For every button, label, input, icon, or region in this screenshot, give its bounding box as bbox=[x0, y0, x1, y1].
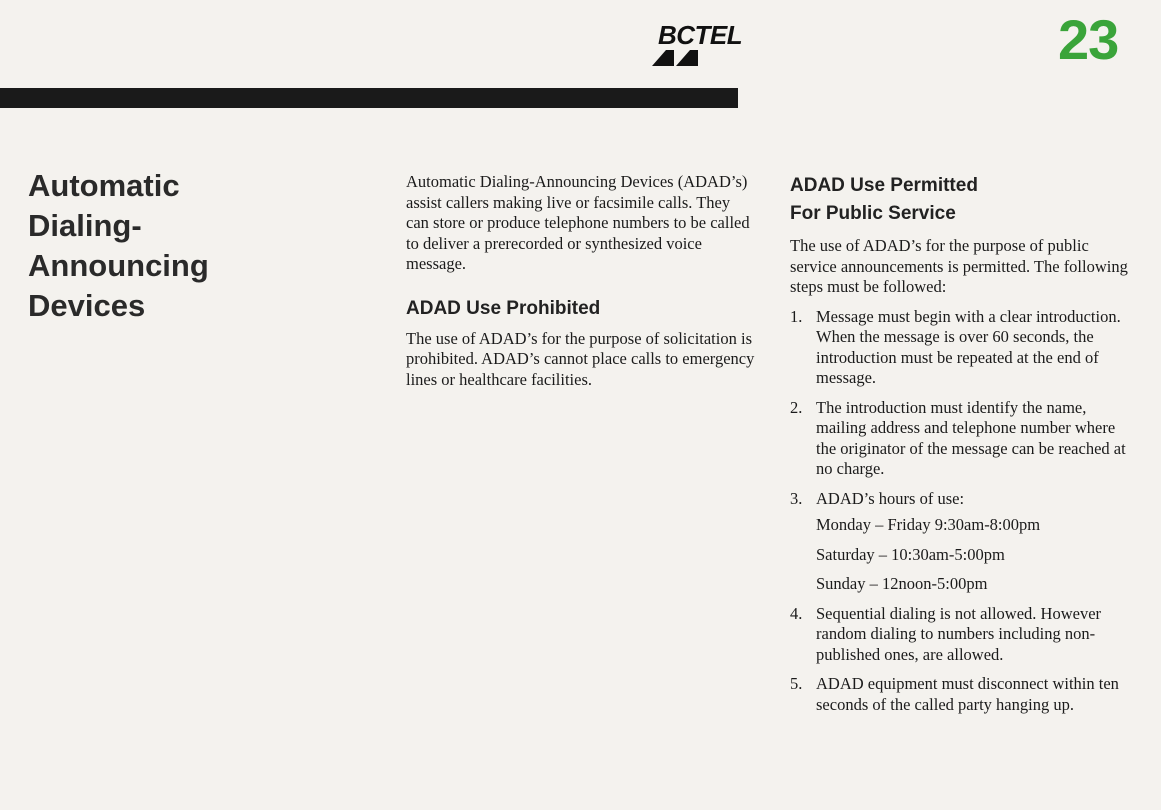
logo-mark-icon bbox=[652, 48, 702, 66]
permitted-heading-line: ADAD Use Permitted bbox=[790, 175, 978, 196]
permitted-intro: The use of ADAD’s for the purpose of public service announcements is permitted. The following steps must be followed: bbox=[790, 236, 1128, 296]
hours-weekday: Monday – Friday 9:30am-8:00pm bbox=[816, 515, 1041, 534]
middle-column bbox=[406, 172, 756, 390]
section-title-line: Dialing- bbox=[28, 208, 142, 243]
permitted-heading bbox=[790, 172, 1130, 228]
step-number: 3. bbox=[790, 488, 803, 508]
bctel-logo bbox=[652, 22, 762, 70]
step-text: The introduction must identify the name, mailing address and telephone number where the originator of the message can be reached at no charge. bbox=[816, 397, 1126, 478]
right-column bbox=[790, 172, 1130, 724]
step-number: 2. bbox=[790, 397, 803, 417]
list-item bbox=[790, 489, 1130, 595]
step-number: 4. bbox=[790, 603, 803, 623]
list-item bbox=[790, 307, 1130, 389]
step-text: ADAD’s hours of use: bbox=[816, 488, 965, 508]
section-title-line: Automatic bbox=[28, 168, 180, 203]
step-text: Message must begin with a clear introduction. When the message is over 60 seconds, the introduction must be repeated at the end of message. bbox=[816, 306, 1121, 387]
hours-saturday: Saturday – 10:30am-5:00pm bbox=[816, 544, 1005, 564]
list-item bbox=[790, 398, 1130, 480]
hours-block bbox=[816, 515, 1130, 595]
logo-text: BCTEL bbox=[658, 20, 743, 50]
section-title-line: Devices bbox=[28, 288, 146, 323]
steps-list bbox=[790, 307, 1130, 716]
step-text: Sequential dialing is not allowed. However random dialing to numbers including non-published ones, are allowed. bbox=[816, 603, 1102, 664]
list-item bbox=[790, 674, 1130, 715]
prohibited-heading: ADAD Use Prohibited bbox=[406, 297, 601, 319]
hours-sunday: Sunday – 12noon-5:00pm bbox=[816, 574, 988, 593]
step-number: 1. bbox=[790, 306, 803, 326]
list-item bbox=[790, 604, 1130, 666]
step-text: ADAD equipment must disconnect within ten seconds of the called party hanging up. bbox=[816, 674, 1119, 714]
permitted-heading-line: For Public Service bbox=[790, 203, 956, 224]
section-title-line: Announcing bbox=[28, 248, 209, 283]
page-number: 23 bbox=[1058, 8, 1119, 71]
section-title bbox=[28, 166, 348, 326]
step-number: 5. bbox=[790, 674, 803, 693]
header-rule bbox=[0, 88, 738, 108]
intro-paragraph: Automatic Dialing-Announcing Devices (ADAD’s) assist callers making live or facsimile calls. They can store or produce telephone numbers to be called to deliver a prerecorded or synthesized voice message. bbox=[406, 172, 750, 273]
prohibited-paragraph: The use of ADAD’s for the purpose of solicitation is prohibited. ADAD’s cannot place calls to emergency lines or healthcare facilities. bbox=[406, 328, 755, 389]
